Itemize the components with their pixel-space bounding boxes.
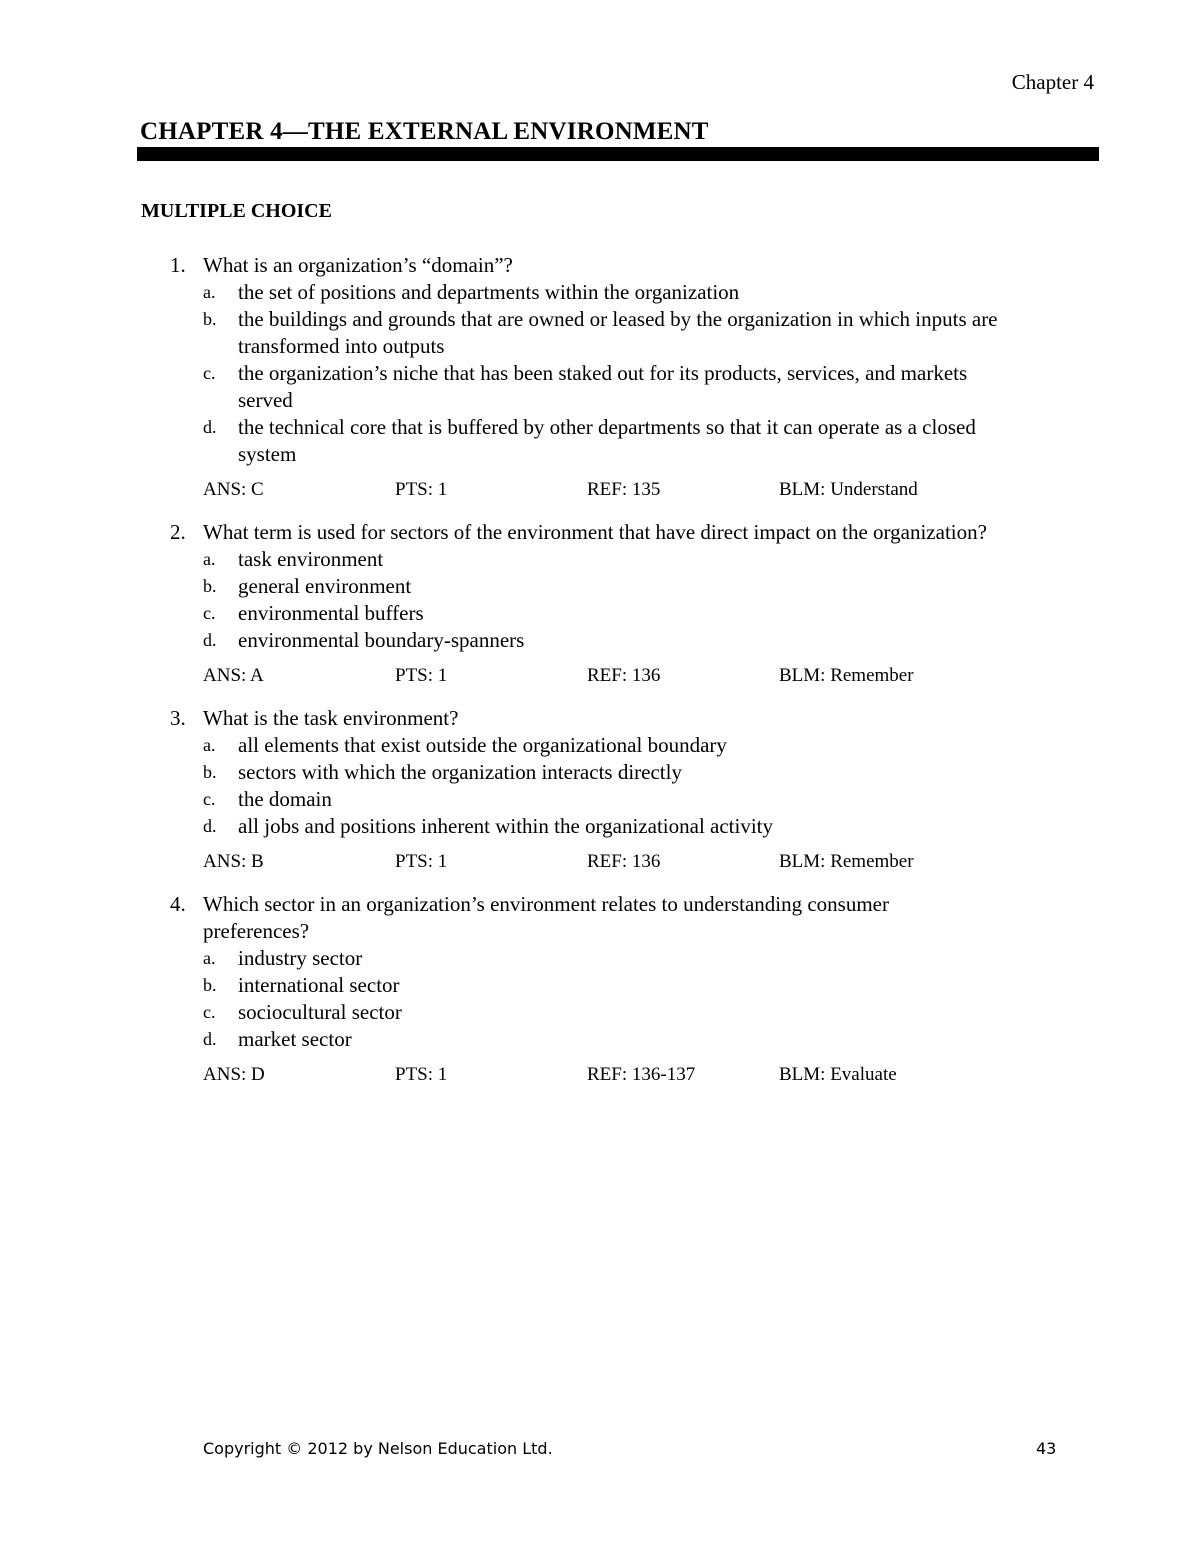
choice-letter: c. bbox=[203, 1002, 216, 1022]
choice-b bbox=[203, 306, 1101, 360]
choice-letter: d. bbox=[203, 816, 217, 836]
page-reference: REF: 136-137 bbox=[587, 1064, 696, 1085]
choice-d bbox=[203, 627, 1101, 654]
choice-list bbox=[203, 279, 1101, 468]
choice-text: environmental boundary-spanners bbox=[238, 628, 525, 652]
choice-text: the domain bbox=[238, 787, 332, 811]
answer-key: ANS: B bbox=[203, 851, 264, 872]
points: PTS: 1 bbox=[395, 1064, 448, 1085]
question-1 bbox=[141, 252, 1101, 502]
choice-text: the set of positions and departments within the organization bbox=[238, 280, 740, 304]
choice-letter: d. bbox=[203, 1029, 217, 1049]
bloom-level: BLM: Understand bbox=[779, 479, 918, 500]
choice-letter: b. bbox=[203, 309, 217, 329]
page-reference: REF: 136 bbox=[587, 851, 661, 872]
question-number: 4. bbox=[170, 892, 186, 916]
title-rule bbox=[137, 147, 1099, 161]
copyright-notice: Copyright © 2012 by Nelson Education Ltd. bbox=[203, 1439, 553, 1458]
choice-letter: c. bbox=[203, 789, 216, 809]
choice-text: the technical core that is buffered by other departments so that it can operate as a closed system bbox=[238, 415, 976, 466]
choice-letter: a. bbox=[203, 948, 216, 968]
choice-b bbox=[203, 972, 1101, 999]
question-3 bbox=[141, 705, 1101, 874]
choice-c bbox=[203, 600, 1101, 627]
choice-letter: c. bbox=[203, 363, 216, 383]
points: PTS: 1 bbox=[395, 665, 448, 686]
page-number: 43 bbox=[1036, 1439, 1057, 1458]
bloom-level: BLM: Remember bbox=[779, 851, 914, 872]
question-number: 2. bbox=[170, 520, 186, 544]
choice-c bbox=[203, 360, 1101, 414]
choice-a bbox=[203, 546, 1101, 573]
choice-text: the buildings and grounds that are owned or leased by the organization in which inputs are transformed into outputs bbox=[238, 307, 998, 358]
points: PTS: 1 bbox=[395, 851, 448, 872]
choice-b bbox=[203, 759, 1101, 786]
choice-list bbox=[203, 546, 1101, 654]
choice-letter: d. bbox=[203, 417, 217, 437]
choice-c bbox=[203, 786, 1101, 813]
choice-letter: b. bbox=[203, 762, 217, 782]
choice-list bbox=[203, 945, 1101, 1053]
answer-key: ANS: A bbox=[203, 665, 264, 686]
answer-meta bbox=[203, 850, 1101, 874]
bloom-level: BLM: Evaluate bbox=[779, 1064, 897, 1085]
answer-key: ANS: C bbox=[203, 479, 264, 500]
choice-a bbox=[203, 279, 1101, 306]
choice-letter: c. bbox=[203, 603, 216, 623]
choice-c bbox=[203, 999, 1101, 1026]
choice-text: all jobs and positions inherent within the organizational activity bbox=[238, 814, 774, 838]
choice-d bbox=[203, 1026, 1101, 1053]
choice-letter: b. bbox=[203, 576, 217, 596]
choice-letter: d. bbox=[203, 630, 217, 650]
chapter-title: CHAPTER 4—THE EXTERNAL ENVIRONMENT bbox=[140, 118, 709, 145]
question-2 bbox=[141, 519, 1101, 688]
choice-text: industry sector bbox=[238, 946, 363, 970]
question-text: What is the task environment? bbox=[203, 706, 459, 730]
question-number: 1. bbox=[170, 253, 186, 277]
choice-letter: b. bbox=[203, 975, 217, 995]
running-head: Chapter 4 bbox=[1011, 70, 1094, 94]
question-number: 3. bbox=[170, 706, 186, 730]
choice-a bbox=[203, 732, 1101, 759]
choice-text: task environment bbox=[238, 547, 384, 571]
choice-text: international sector bbox=[238, 973, 400, 997]
question-4 bbox=[141, 891, 1101, 1087]
choice-letter: a. bbox=[203, 282, 216, 302]
choice-letter: a. bbox=[203, 735, 216, 755]
question-text: What is an organization’s “domain”? bbox=[203, 253, 513, 277]
points: PTS: 1 bbox=[395, 479, 448, 500]
choice-text: all elements that exist outside the organizational boundary bbox=[238, 733, 727, 757]
bloom-level: BLM: Remember bbox=[779, 665, 914, 686]
choice-text: market sector bbox=[238, 1027, 352, 1051]
choice-letter: a. bbox=[203, 549, 216, 569]
choice-text: general environment bbox=[238, 574, 412, 598]
section-heading: MULTIPLE CHOICE bbox=[141, 200, 332, 222]
answer-meta bbox=[203, 1063, 1101, 1087]
page-reference: REF: 136 bbox=[587, 665, 661, 686]
page-reference: REF: 135 bbox=[587, 479, 661, 500]
answer-key: ANS: D bbox=[203, 1064, 265, 1085]
answer-meta bbox=[203, 664, 1101, 688]
choice-d bbox=[203, 813, 1101, 840]
choice-text: environmental buffers bbox=[238, 601, 424, 625]
question-list bbox=[141, 252, 1101, 1104]
choice-a bbox=[203, 945, 1101, 972]
question-text: Which sector in an organization’s environment relates to understanding consumer preferences? bbox=[203, 892, 889, 943]
choice-text: sectors with which the organization interacts directly bbox=[238, 760, 682, 784]
question-text: What term is used for sectors of the environment that have direct impact on the organization? bbox=[203, 520, 987, 544]
answer-meta bbox=[203, 478, 1101, 502]
choice-b bbox=[203, 573, 1101, 600]
choice-text: sociocultural sector bbox=[238, 1000, 402, 1024]
choice-text: the organization’s niche that has been staked out for its products, services, and markets served bbox=[238, 361, 968, 412]
choice-list bbox=[203, 732, 1101, 840]
choice-d bbox=[203, 414, 1101, 468]
